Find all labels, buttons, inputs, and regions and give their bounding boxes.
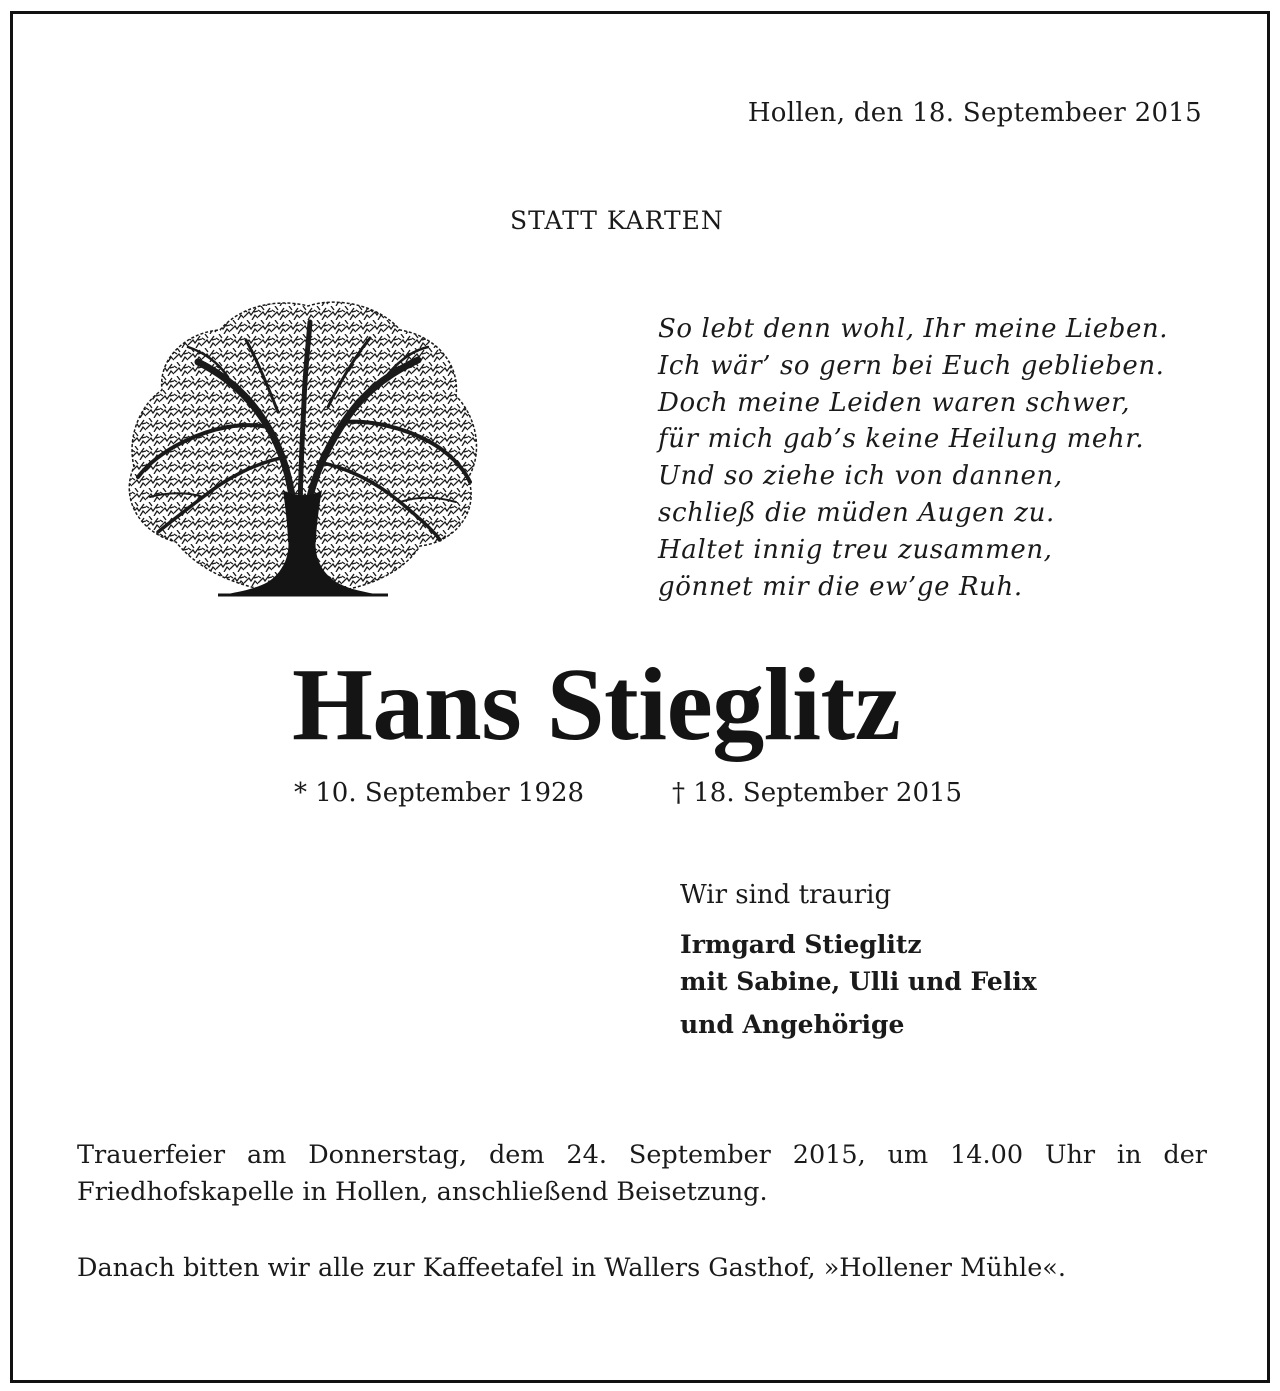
poem-line: Doch meine Leiden waren schwer, — [658, 387, 1131, 418]
poem-line: Ich wär’ so gern bei Euch geblieben. — [658, 350, 1165, 381]
place-date: Hollen, den 18. Septembeer 2015 — [747, 98, 1202, 128]
poem-line: Haltet innig treu zusammen, — [658, 534, 1053, 565]
birth-date: * 10. September 1928 — [294, 778, 585, 808]
mourner-relatives: und Angehörige — [680, 1010, 905, 1039]
service-line: Trauerfeier am Donnerstag, dem 24. September 2015, um 14.00 Uhr in der — [77, 1140, 1207, 1170]
deceased-name: Hans Stieglitz — [292, 647, 901, 762]
mourners-intro: Wir sind traurig — [680, 880, 892, 910]
poem — [658, 311, 1168, 605]
mourner-children: mit Sabine, Ulli und Felix — [680, 967, 1037, 996]
poem-line: schließ die müden Augen zu. — [658, 497, 1055, 528]
reception-info: Danach bitten wir alle zur Kaffeetafel in Wallers Gasthof, »Hollener Mühle«. — [77, 1253, 1067, 1283]
service-line: Friedhofskapelle in Hollen, anschließend Beisetzung. — [77, 1177, 768, 1207]
poem-line: gönnet mir die ew’ge Ruh. — [658, 571, 1023, 602]
funeral-service-info — [77, 1137, 1207, 1211]
mourner-name: Irmgard Stieglitz — [680, 930, 922, 959]
poem-line: für mich gab’s keine Heilung mehr. — [658, 424, 1145, 455]
statt-karten-heading: STATT KARTEN — [510, 206, 724, 235]
death-date: † 18. September 2015 — [672, 778, 963, 808]
poem-line: So lebt denn wohl, Ihr meine Lieben. — [658, 314, 1169, 344]
poem-line: Und so ziehe ich von dannen, — [658, 461, 1063, 492]
tree-icon — [118, 292, 488, 607]
